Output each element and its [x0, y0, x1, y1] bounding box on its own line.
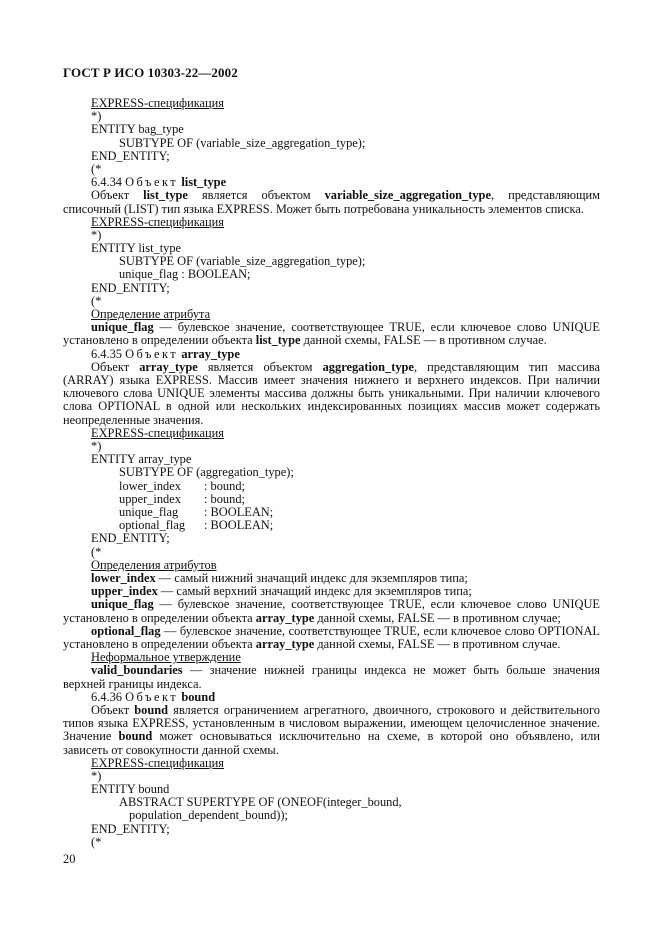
entity-declaration: ENTITY bound [91, 782, 170, 797]
bound-description: Объект bound является ограничением агрегатного, двоичного, строкового и действительного типов языка EXPRESS, установленным в числовом выражении, имеющем целочисленное значение. Значение bound может основываться исключительно на схеме, в которой оно объявлено, или зависеть от совокупности данной схемы. [63, 702, 601, 757]
attribute-line: unique_flag : BOOLEAN; [119, 504, 274, 519]
express-spec-label: EXPRESS-спецификация [91, 214, 224, 229]
comment-close: *) [91, 439, 102, 454]
attribute-definition: optional_flag — булевское значение, соответствующее TRUE, если ключевое слово OPTIONAL установлено в определении объекта array_type данной схемы, FALSE — в противном случае. [63, 623, 600, 651]
clause-number: 6.4.35 [91, 346, 122, 361]
attribute-definition-heading: Определение атрибута [91, 307, 211, 322]
express-spec-label: EXPRESS-спецификация [91, 755, 224, 770]
comment-open: (* [91, 161, 102, 176]
comment-close: *) [91, 227, 102, 242]
attribute-definition: unique_flag — булевское значение, соответствующее TRUE, если ключевое слово UNIQUE установлено в определении объекта array_type данной схемы, FALSE — в противном случае; [63, 597, 600, 625]
attribute-line: unique_flag : BOOLEAN; [119, 267, 251, 282]
subtype-clause: SUBTYPE OF (variable_size_aggregation_type); [119, 254, 366, 269]
clause-number: 6.4.34 [91, 175, 122, 190]
entity-declaration: ENTITY bag_type [91, 122, 184, 137]
page-number: 20 [63, 852, 76, 866]
comment-close: *) [91, 768, 102, 783]
object-word: Объект [125, 175, 179, 190]
clause-number: 6.4.36 [91, 689, 122, 704]
attribute-definition-heading: Определения атрибутов [91, 557, 217, 572]
object-word: Объект [125, 689, 179, 704]
page-body [63, 97, 600, 849]
attribute-definition: lower_index — самый нижний значащий индекс для экземпляров типа; [91, 570, 468, 585]
express-spec-label: EXPRESS-спецификация [91, 425, 224, 440]
entity-declaration: ENTITY array_type [91, 452, 192, 467]
end-entity: END_ENTITY; [91, 821, 170, 836]
attribute-line: upper_index : bound; [119, 491, 245, 506]
end-entity: END_ENTITY; [91, 148, 170, 163]
comment-open: (* [91, 293, 102, 308]
entity-name: bound [181, 689, 216, 704]
entity-declaration: ENTITY list_type [91, 241, 182, 256]
attribute-definition: upper_index — самый верхний значащий индекс для экземпляров типа; [91, 584, 472, 599]
comment-open: (* [91, 834, 102, 849]
entity-name: array_type [181, 346, 240, 361]
attribute-definition: unique_flag — булевское значение, соответствующее TRUE, если ключевое слово UNIQUE установлено в определении объекта list_type данной схемы, FALSE — в противном случае. [63, 320, 600, 348]
array-type-description: Объект array_type является объектом aggregation_type, представляющим тип массива (ARRAY) языка EXPRESS. Массив имеет значения нижнего и верхнего индексов. При наличии ключевого слова UNIQUE элементы массива должны быть уникальными. При наличии ключевого слова OPTIONAL в одной или нескольких индексированных позициях массив может содержать неопределенные значения. [63, 359, 600, 427]
supertype-clause: ABSTRACT SUPERTYPE OF (ONEOF(integer_bound, [119, 795, 402, 810]
comment-open: (* [91, 544, 102, 559]
express-spec-label: EXPRESS-спецификация [91, 96, 224, 110]
end-entity: END_ENTITY; [91, 280, 170, 295]
attribute-line: lower_index : bound; [119, 478, 245, 493]
list-type-description: Объект list_type является объектом variable_size_aggregation_type, представляющим списочный (LIST) тип языка EXPRESS. Может быть потребована уникальность элементов списка. [63, 188, 600, 216]
informal-proposition: valid_boundaries — значение нижней границы индекса не может быть больше значения верхней границы индекса. [63, 663, 600, 691]
attribute-line: optional_flag : BOOLEAN; [119, 518, 274, 533]
supertype-clause-continued: population_dependent_bound)); [129, 808, 288, 823]
comment-close: *) [91, 109, 102, 124]
end-entity: END_ENTITY; [91, 531, 170, 546]
document-header: ГОСТ Р ИСО 10303-22—2002 [63, 65, 238, 80]
entity-name: list_type [181, 175, 227, 190]
subtype-clause: SUBTYPE OF (aggregation_type); [119, 465, 294, 480]
informal-proposition-heading: Неформальное утверждение [91, 650, 241, 665]
object-word: Объект [125, 346, 179, 361]
subtype-clause: SUBTYPE OF (variable_size_aggregation_type); [119, 135, 366, 150]
